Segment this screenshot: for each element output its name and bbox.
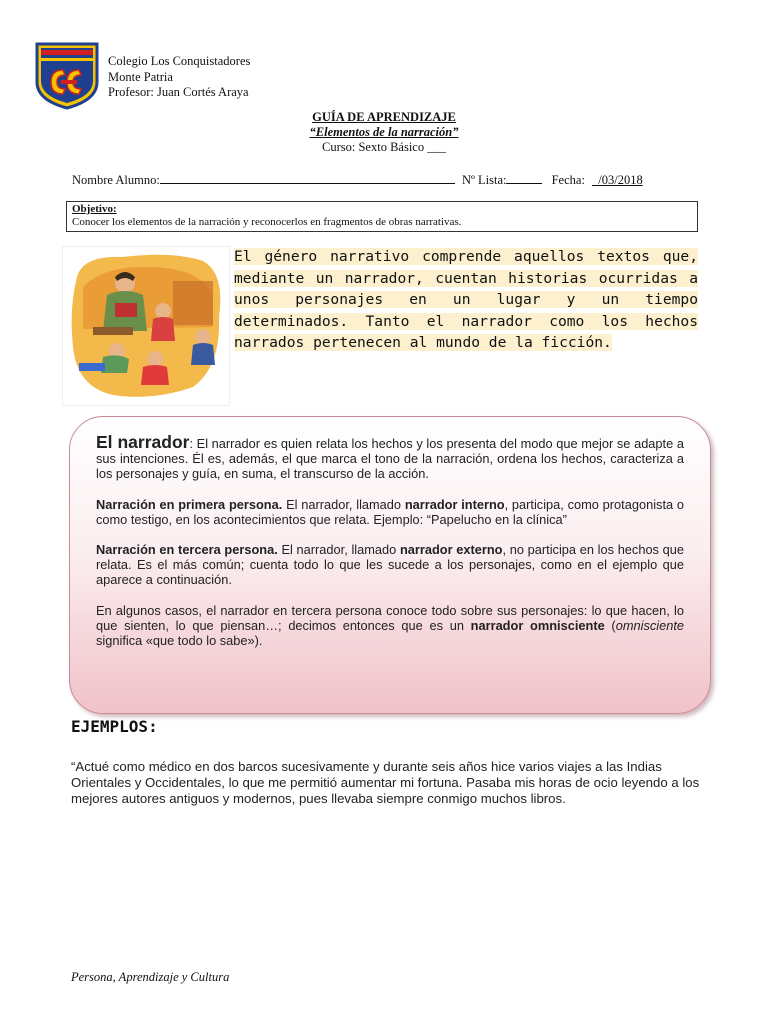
third-person-text-b: , no participa en los hechos que relata. Es el más común; cuenta todo lo que les sucede a los personajes, como en el ejemplo que aparece a continuación. (96, 542, 684, 588)
omniscient-term: narrador omnisciente (470, 617, 605, 633)
example-text: “Actué como médico en dos barcos sucesivamente y durante seis años hice varios viajes a las Indias Orientales y Occidentales, lo que me permitió aumentar mi fortuna. Pasaba mis horas de ocio leyendo a los mejores autores antiguos y modernos, pues llevaba siempre conmigo muchos libros. (71, 759, 700, 806)
first-person-text-a: El narrador, llamado (282, 496, 405, 512)
narrador-info-box (69, 416, 711, 714)
third-person-term: narrador externo (399, 542, 503, 558)
intro-paragraph (234, 246, 698, 354)
objective-label: Objetivo: (72, 203, 117, 215)
guide-subtitle: “Elementos de la narración” (309, 125, 459, 139)
third-person-title: Narración en tercera persona. (96, 542, 278, 558)
omniscient-text-c: significa «que todo lo sabe»). (96, 633, 263, 649)
omniscient-text-a: En algunos casos, el narrador en tercera persona conoce todo sobre sus personajes: lo que hacen, lo que sienten, lo que piensan…; decimos entonces que es un (96, 602, 684, 633)
school-info (108, 54, 250, 101)
narrador-definition-text: : El narrador es quien relata los hechos y los presenta del modo que mejor se adapte a sus intenciones. Él es, además, el que marca el tono de la narración, ordena los hechos, caracteriza a los personajes y guía, en suma, el transcurso de la acción. (96, 436, 684, 482)
third-person-text-a: El narrador, llamado (277, 542, 400, 558)
first-person-title: Narración en primera persona. (96, 496, 283, 512)
date-value: _/03/2018 (592, 173, 643, 187)
teacher-reading-illustration (62, 246, 230, 406)
objective-text: Conocer los elementos de la narración y reconocerlos en fragmentos de obras narrativas. (72, 216, 462, 228)
student-info-line (72, 171, 643, 188)
school-name: Colegio Los Conquistadores (108, 54, 251, 68)
footer-motto: Persona, Aprendizaje y Cultura (71, 970, 230, 984)
omniscient-text-b: ( (604, 617, 616, 633)
student-name-field[interactable] (160, 171, 455, 184)
examples-heading: EJEMPLOS: (71, 717, 158, 736)
intro-text: El género narrativo comprende aquellos textos que, mediante un narrador, cuentan historias ocurridas a unos personajes en un lugar y un tiempo determinados. Tanto el narrador como los hechos narrados pertenecen al mundo de la ficción. (234, 248, 698, 351)
objective-box (66, 201, 698, 232)
date-label: Fecha: (551, 173, 585, 187)
narrador-definition (96, 432, 684, 482)
first-person-paragraph (96, 497, 684, 527)
omniscient-italic: omnisciente (615, 617, 684, 633)
guide-title-block (0, 110, 768, 155)
list-number-field[interactable] (506, 171, 542, 184)
course-label: Curso: Sexto Básico ___ (322, 140, 446, 154)
omniscient-paragraph (96, 603, 684, 649)
school-location: Monte Patria (108, 69, 173, 84)
student-name-label: Nombre Alumno: (72, 173, 160, 187)
list-number-label: Nº Lista: (461, 173, 507, 187)
teacher-name: Profesor: Juan Cortés Araya (108, 85, 249, 99)
first-person-term: narrador interno (404, 496, 505, 512)
school-crest-icon (35, 42, 99, 110)
guide-title: GUÍA DE APRENDIZAJE (312, 110, 456, 124)
third-person-paragraph (96, 542, 684, 588)
first-person-text-b: , participa, como protagonista o como testigo, en los acontecimientos que relata. Ejemplo: “Papelucho en la clínica” (96, 496, 685, 527)
narrador-heading: El narrador (96, 432, 190, 452)
